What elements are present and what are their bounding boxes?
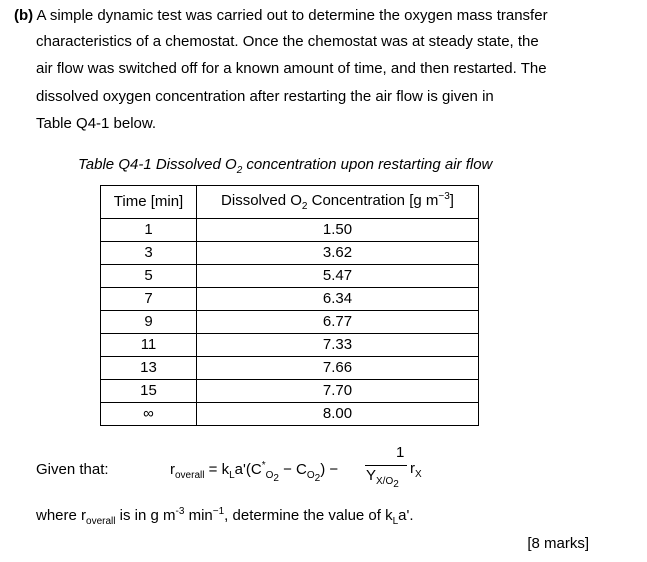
time-cell: 9 <box>101 311 197 334</box>
header-concentration: Dissolved $O_2$ Concentration [g $m^{-3}$] <box>197 186 479 219</box>
question-line-4: dissolved oxygen concentration after restarting the air flow is given in <box>36 88 494 105</box>
table-body <box>101 219 479 426</box>
concentration-cell: 1.50 <box>197 219 479 242</box>
time-cell: 11 <box>101 334 197 357</box>
table-row <box>101 380 479 403</box>
equation-rx: $r_X$ <box>410 460 422 480</box>
fraction-denominator: $Y_{X/O_2}$ <box>366 467 399 490</box>
question-label: (b) <box>14 7 34 24</box>
table-row <box>101 403 479 426</box>
oxygen-table <box>100 185 479 426</box>
concentration-cell: 7.66 <box>197 357 479 380</box>
time-cell: ∞ <box>101 403 197 426</box>
time-cell: 3 <box>101 242 197 265</box>
fraction-bar <box>365 465 407 466</box>
concentration-cell: 6.77 <box>197 311 479 334</box>
equation-left: $r_{overall} = k_La'(C^*_{O_2} - C_{O_2})$ − <box>170 460 339 484</box>
time-cell: 15 <box>101 380 197 403</box>
table-row <box>101 242 479 265</box>
time-cell: 13 <box>101 357 197 380</box>
question-line-2: characteristics of a chemostat. Once the chemostat was at steady state, the <box>36 33 539 50</box>
question-line-1: (b) A simple dynamic test was carried out to determine the oxygen mass transfer <box>14 7 548 24</box>
concentration-cell: 7.33 <box>197 334 479 357</box>
time-cell: 1 <box>101 219 197 242</box>
fraction-numerator: 1 <box>396 444 405 461</box>
where-text: where $r_{overall}$ is in g $m^{-3}$ $\min^{-1}$, determine the value of $k_La'$. <box>36 506 414 527</box>
concentration-cell: 6.34 <box>197 288 479 311</box>
table-row <box>101 357 479 380</box>
given-label: Given that: <box>36 461 109 478</box>
table-row <box>101 334 479 357</box>
question-line-5: Table Q4-1 below. <box>36 115 157 132</box>
table-header-row <box>101 186 479 219</box>
time-cell: 7 <box>101 288 197 311</box>
table-row <box>101 219 479 242</box>
concentration-cell: 5.47 <box>197 265 479 288</box>
time-cell: 5 <box>101 265 197 288</box>
table-caption: Table Q4-1 Dissolved $O_2$ concentration upon restarting air flow <box>78 156 493 176</box>
concentration-cell: 7.70 <box>197 380 479 403</box>
question-line-3: air flow was switched off for a known amount of time, and then restarted. The <box>36 60 547 77</box>
marks-label: [8 marks] <box>527 535 589 552</box>
table-row <box>101 265 479 288</box>
concentration-cell: 3.62 <box>197 242 479 265</box>
table-row <box>101 288 479 311</box>
header-time: Time [min] <box>101 186 197 219</box>
table-row <box>101 311 479 334</box>
concentration-cell: 8.00 <box>197 403 479 426</box>
